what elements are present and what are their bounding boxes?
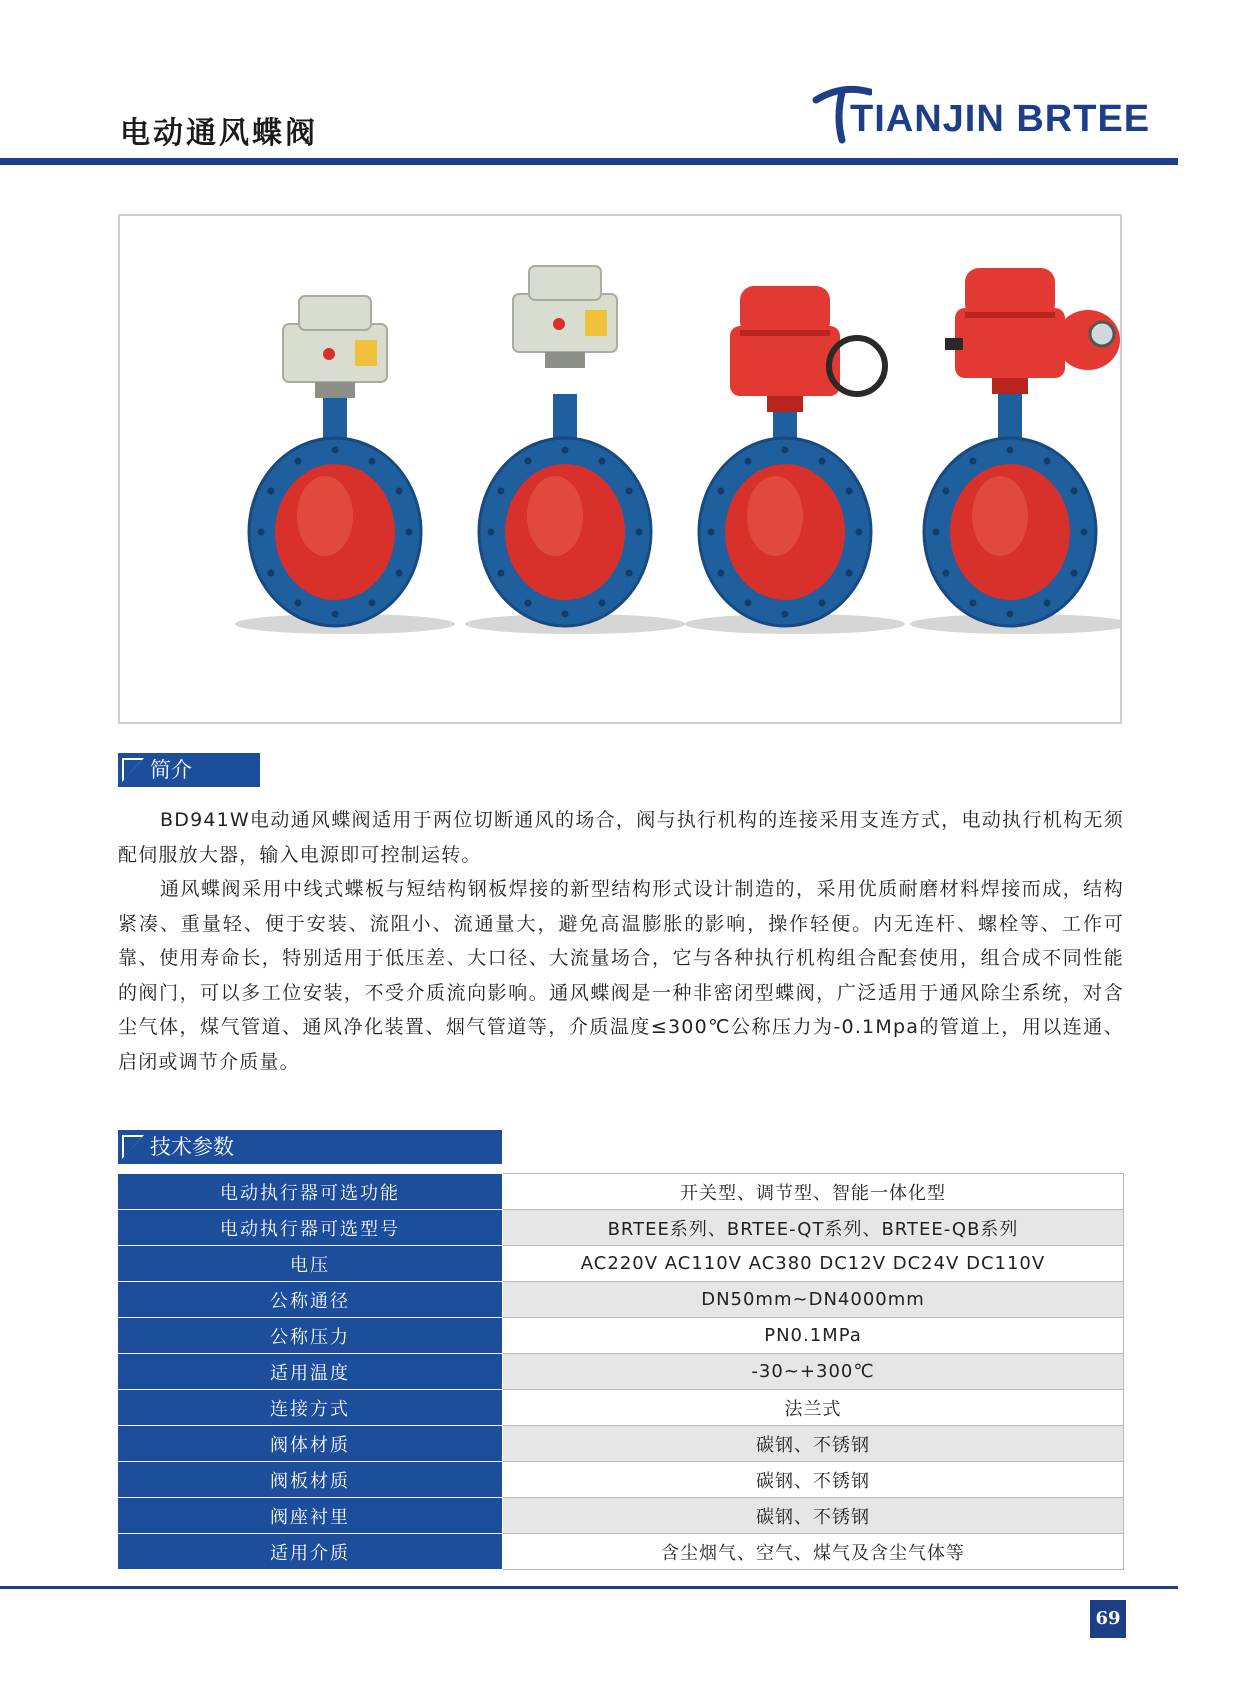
logo-text: TIANJIN BRTEE	[850, 98, 1151, 140]
spec-value: 含尘烟气、空气、煤气及含尘气体等	[503, 1534, 1124, 1570]
spec-value: DN50mm~DN4000mm	[503, 1282, 1124, 1318]
spec-key: 连接方式	[118, 1390, 503, 1426]
table-row	[118, 1498, 1124, 1534]
intro-heading	[118, 753, 260, 787]
table-row	[118, 1318, 1124, 1354]
spec-key: 阀体材质	[118, 1426, 503, 1462]
product-photo	[118, 214, 1122, 724]
table-row	[118, 1426, 1124, 1462]
specs-heading	[118, 1130, 502, 1164]
table-row	[118, 1174, 1124, 1210]
spec-value: 碳钢、不锈钢	[503, 1462, 1124, 1498]
valve-2	[465, 266, 685, 634]
spec-key: 适用介质	[118, 1534, 503, 1570]
spec-value: 法兰式	[503, 1390, 1124, 1426]
page-title: 电动通风蝶阀	[120, 116, 318, 151]
table-row	[118, 1462, 1124, 1498]
spec-key: 阀板材质	[118, 1462, 503, 1498]
valve-1	[235, 296, 455, 634]
spec-key: 公称压力	[118, 1318, 503, 1354]
specs-heading-label: 技术参数	[150, 1135, 234, 1159]
header-rule	[0, 158, 1178, 165]
table-row	[118, 1210, 1124, 1246]
spec-value: AC220V AC110V AC380 DC12V DC24V DC110V	[503, 1246, 1124, 1282]
table-row	[118, 1534, 1124, 1570]
spec-value: 碳钢、不锈钢	[503, 1498, 1124, 1534]
table-row	[118, 1246, 1124, 1282]
spec-key: 电动执行器可选功能	[118, 1174, 503, 1210]
valve-4	[910, 268, 1120, 634]
spec-key: 电压	[118, 1246, 503, 1282]
spec-value: -30~+300℃	[503, 1354, 1124, 1390]
intro-text	[118, 803, 1124, 1079]
page-number: 69	[1090, 1600, 1126, 1638]
spec-key: 适用温度	[118, 1354, 503, 1390]
spec-value: BRTEE系列、BRTEE-QT系列、BRTEE-QB系列	[503, 1210, 1124, 1246]
spec-key: 电动执行器可选型号	[118, 1210, 503, 1246]
valve-illustrations	[120, 216, 1120, 722]
footer-rule	[0, 1586, 1178, 1589]
spec-value: PN0.1MPa	[503, 1318, 1124, 1354]
spec-value: 碳钢、不锈钢	[503, 1426, 1124, 1462]
table-row	[118, 1390, 1124, 1426]
table-row	[118, 1282, 1124, 1318]
spec-table	[118, 1173, 1124, 1570]
spec-key: 公称通径	[118, 1282, 503, 1318]
intro-paragraph: 通风蝶阀采用中线式蝶板与短结构钢板焊接的新型结构形式设计制造的，采用优质耐磨材料焊接而成，结构紧凑、重量轻、便于安装、流阻小、流通量大，避免高温膨胀的影响，操作轻便。内无连杆、螺栓等、工作可靠、使用寿命长，特别适用于低压差、大口径、大流量场合，它与各种执行机构组合配套使用，组合成不同性能的阀门，可以多工位安装，不受介质流向影响。通风蝶阀是一种非密闭型蝶阀，广泛适用于通风除尘系统，对含尘气体，煤气管道、通风净化装置、烟气管道等，介质温度≤300℃公称压力为-0.1Mpa的管道上，用以连通、启闭或调节介质量。	[118, 878, 1124, 1073]
spec-value: 开关型、调节型、智能一体化型	[503, 1174, 1124, 1210]
intro-paragraph: BD941W电动通风蝶阀适用于两位切断通风的场合，阀与执行机构的连接采用支连方式，电动执行机构无须配伺服放大器，输入电源即可控制运转。	[118, 809, 1124, 866]
valve-3	[685, 286, 905, 634]
spec-key: 阀座衬里	[118, 1498, 503, 1534]
table-row	[118, 1354, 1124, 1390]
brand-logo	[812, 78, 1177, 148]
intro-heading-label: 简介	[150, 758, 192, 782]
